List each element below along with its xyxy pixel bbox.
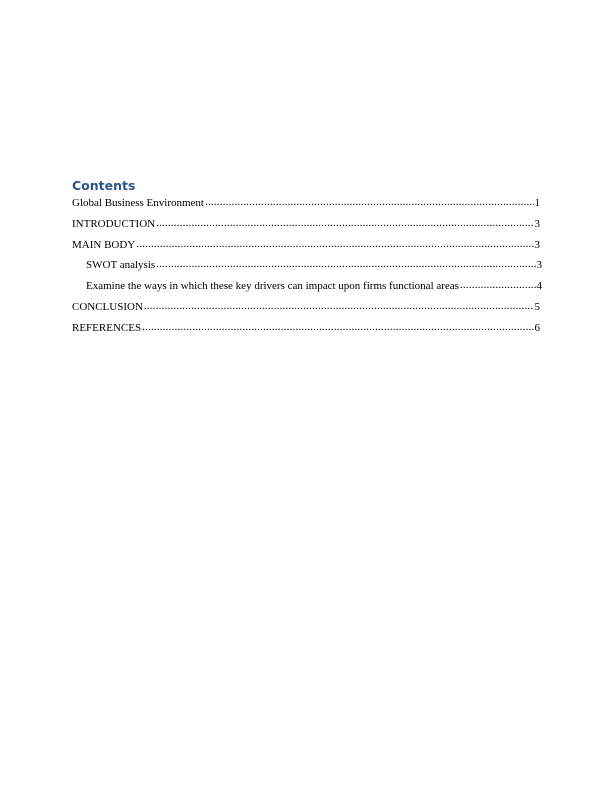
toc-entry-introduction[interactable]	[72, 218, 540, 231]
toc-dot-leader	[156, 217, 533, 230]
toc-dot-leader	[205, 196, 534, 209]
toc-page-number: 3	[536, 259, 542, 272]
toc-entry-conclusion[interactable]	[72, 301, 540, 314]
toc-heading: Contents	[72, 178, 136, 193]
toc-entry-key-drivers[interactable]	[72, 280, 542, 293]
toc-dot-leader	[156, 258, 535, 271]
toc-entry-global-business-environment[interactable]	[72, 197, 540, 210]
toc-page-number: 3	[534, 238, 540, 251]
toc-entry-label: MAIN BODY	[72, 238, 136, 251]
toc-page-number: 6	[534, 321, 540, 334]
toc-entry-label: CONCLUSION	[72, 300, 143, 313]
toc-dot-leader	[136, 238, 533, 251]
toc-page-number: 1	[534, 197, 540, 209]
toc-dot-leader	[142, 321, 533, 334]
toc-entry-label: Global Business Environment	[72, 197, 204, 209]
toc-entry-label: SWOT analysis	[86, 259, 156, 272]
toc-page-number: 4	[536, 280, 542, 293]
toc-entry-main-body[interactable]	[72, 239, 540, 252]
table-of-contents	[72, 178, 540, 343]
toc-entry-label: INTRODUCTION	[72, 217, 156, 230]
toc-page-number: 5	[534, 300, 540, 313]
toc-entry-swot-analysis[interactable]	[72, 259, 542, 272]
toc-entry-references[interactable]	[72, 322, 540, 335]
toc-dot-leader	[144, 300, 534, 313]
toc-entry-label: Examine the ways in which these key drivers can impact upon firms functional areas	[86, 280, 459, 293]
toc-dot-leader	[460, 279, 536, 292]
toc-page-number: 3	[534, 217, 540, 230]
toc-entry-label: REFERENCES	[72, 321, 142, 334]
